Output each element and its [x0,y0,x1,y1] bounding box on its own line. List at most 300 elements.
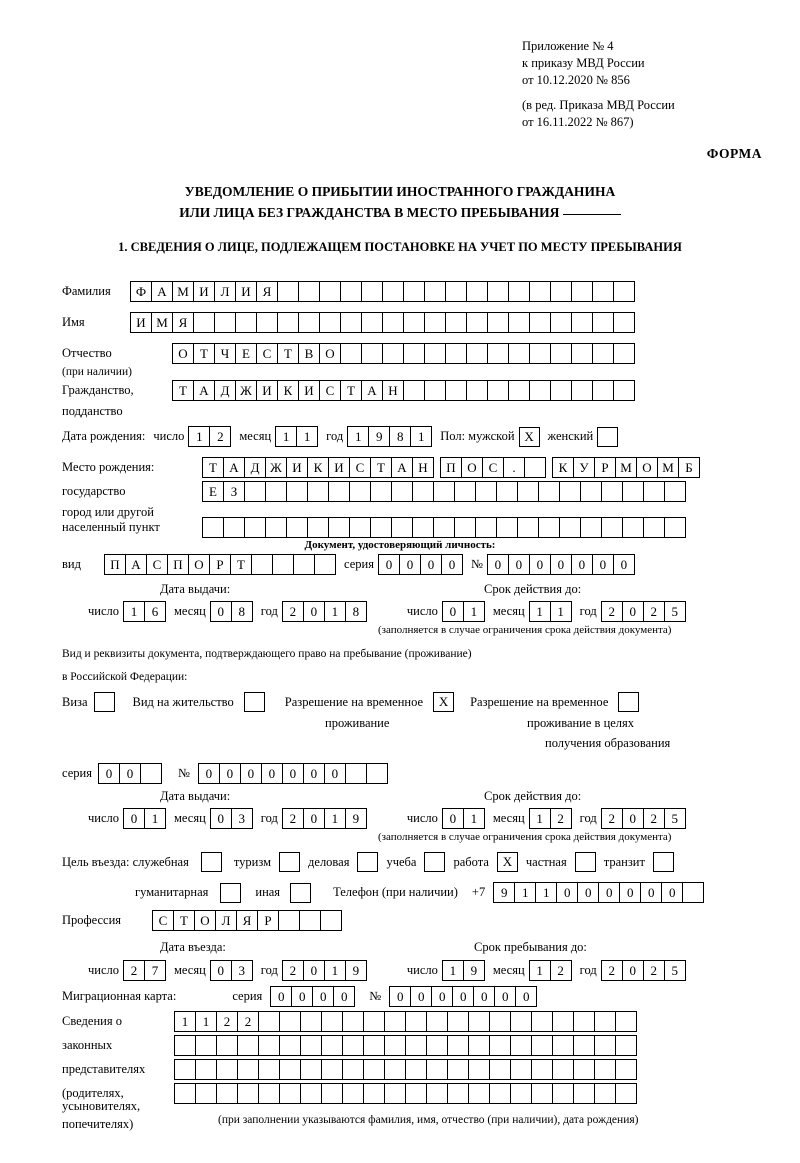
doc-kind-input[interactable] [104,554,336,575]
char-cell[interactable] [340,312,362,333]
patronymic-input[interactable] [172,343,635,364]
char-cell[interactable] [319,312,341,333]
char-cell[interactable] [510,1083,532,1104]
char-cell[interactable]: О [636,457,658,478]
doc-valid-month-input[interactable] [529,601,572,622]
char-cell[interactable] [682,882,704,903]
char-cell[interactable] [594,1083,616,1104]
char-cell[interactable] [529,312,551,333]
char-cell[interactable] [216,1035,238,1056]
char-cell[interactable] [592,281,614,302]
char-cell[interactable]: 1 [174,1011,196,1032]
char-cell[interactable]: 2 [601,808,623,829]
char-cell[interactable]: 0 [442,808,464,829]
stay-month-input[interactable] [529,960,572,981]
char-cell[interactable] [489,1035,511,1056]
char-cell[interactable] [412,481,434,502]
char-cell[interactable] [468,1083,490,1104]
char-cell[interactable]: 1 [514,882,536,903]
birthplace-city-input-b[interactable] [552,457,700,478]
purpose-service-checkbox[interactable] [201,852,222,872]
char-cell[interactable] [300,1011,322,1032]
char-cell[interactable]: 0 [303,763,325,784]
char-cell[interactable]: 0 [441,554,463,575]
char-cell[interactable] [174,1083,196,1104]
birth-year-input[interactable] [347,426,432,447]
char-cell[interactable]: 1 [324,601,346,622]
char-cell[interactable]: Б [678,457,700,478]
char-cell[interactable] [370,481,392,502]
char-cell[interactable] [489,1083,511,1104]
char-cell[interactable] [342,1011,364,1032]
char-cell[interactable]: 0 [410,986,432,1007]
char-cell[interactable] [573,1083,595,1104]
char-cell[interactable] [286,517,308,538]
char-cell[interactable]: 0 [613,554,635,575]
char-cell[interactable]: Ф [130,281,152,302]
char-cell[interactable] [487,312,509,333]
stay-year-input[interactable] [601,960,686,981]
char-cell[interactable]: 5 [664,960,686,981]
char-cell[interactable]: Н [412,457,434,478]
char-cell[interactable]: 0 [399,554,421,575]
char-cell[interactable] [384,1011,406,1032]
char-cell[interactable] [361,281,383,302]
char-cell[interactable]: 0 [261,763,283,784]
char-cell[interactable] [550,281,572,302]
char-cell[interactable] [258,1083,280,1104]
char-cell[interactable]: 0 [98,763,120,784]
char-cell[interactable] [487,343,509,364]
char-cell[interactable] [592,380,614,401]
char-cell[interactable] [552,1059,574,1080]
char-cell[interactable] [321,1059,343,1080]
char-cell[interactable] [445,281,467,302]
char-cell[interactable] [265,517,287,538]
char-cell[interactable]: 8 [231,601,253,622]
char-cell[interactable]: А [391,457,413,478]
char-cell[interactable] [571,380,593,401]
legal-rep-input-3[interactable] [174,1059,637,1080]
char-cell[interactable] [174,1035,196,1056]
char-cell[interactable]: 2 [282,808,304,829]
char-cell[interactable]: У [573,457,595,478]
char-cell[interactable]: 0 [420,554,442,575]
char-cell[interactable] [195,1059,217,1080]
char-cell[interactable] [531,1083,553,1104]
char-cell[interactable] [424,281,446,302]
char-cell[interactable] [328,517,350,538]
char-cell[interactable]: М [172,281,194,302]
char-cell[interactable] [405,1011,427,1032]
char-cell[interactable]: 0 [515,986,537,1007]
char-cell[interactable] [552,1083,574,1104]
char-cell[interactable]: С [349,457,371,478]
purpose-work-checkbox[interactable]: X [497,852,518,872]
char-cell[interactable] [307,481,329,502]
char-cell[interactable]: Л [214,281,236,302]
birth-month-input[interactable] [275,426,318,447]
char-cell[interactable]: 0 [270,986,292,1007]
char-cell[interactable] [277,312,299,333]
char-cell[interactable] [426,1083,448,1104]
char-cell[interactable]: П [167,554,189,575]
doc-issue-month-input[interactable] [210,601,253,622]
char-cell[interactable] [193,312,215,333]
char-cell[interactable]: 1 [188,426,210,447]
purpose-business-checkbox[interactable] [357,852,378,872]
char-cell[interactable]: 1 [347,426,369,447]
char-cell[interactable] [424,312,446,333]
char-cell[interactable] [258,1059,280,1080]
char-cell[interactable]: 0 [529,554,551,575]
char-cell[interactable] [529,343,551,364]
char-cell[interactable]: 8 [389,426,411,447]
char-cell[interactable] [594,1011,616,1032]
visa-checkbox[interactable] [94,692,115,712]
char-cell[interactable]: М [657,457,679,478]
char-cell[interactable] [223,517,245,538]
char-cell[interactable]: 1 [144,808,166,829]
char-cell[interactable] [468,1035,490,1056]
char-cell[interactable] [433,517,455,538]
char-cell[interactable]: И [328,457,350,478]
char-cell[interactable]: И [286,457,308,478]
char-cell[interactable] [573,1059,595,1080]
birthplace-city-row3-input[interactable] [202,517,686,538]
char-cell[interactable] [594,1059,616,1080]
char-cell[interactable]: Р [209,554,231,575]
permit-series-input[interactable] [98,763,162,784]
char-cell[interactable] [299,910,321,931]
char-cell[interactable]: О [172,343,194,364]
purpose-other-checkbox[interactable] [290,883,311,903]
purpose-study-checkbox[interactable] [424,852,445,872]
permit-number-input[interactable] [198,763,388,784]
char-cell[interactable]: 0 [303,808,325,829]
char-cell[interactable]: 2 [216,1011,238,1032]
char-cell[interactable] [538,517,560,538]
doc-valid-year-input[interactable] [601,601,686,622]
char-cell[interactable] [510,1035,532,1056]
char-cell[interactable] [328,481,350,502]
char-cell[interactable] [319,281,341,302]
char-cell[interactable] [363,1083,385,1104]
char-cell[interactable] [552,1035,574,1056]
char-cell[interactable]: К [307,457,329,478]
birthplace-city-row2-input[interactable] [202,481,686,502]
char-cell[interactable]: С [256,343,278,364]
char-cell[interactable] [216,1083,238,1104]
char-cell[interactable]: М [151,312,173,333]
char-cell[interactable] [279,1011,301,1032]
char-cell[interactable]: 0 [210,808,232,829]
char-cell[interactable]: 5 [664,808,686,829]
birthplace-state-input[interactable] [202,457,434,478]
char-cell[interactable] [538,481,560,502]
char-cell[interactable]: В [298,343,320,364]
char-cell[interactable]: С [319,380,341,401]
char-cell[interactable] [202,517,224,538]
char-cell[interactable] [664,517,686,538]
char-cell[interactable] [622,517,644,538]
char-cell[interactable]: 1 [529,960,551,981]
char-cell[interactable]: 0 [577,882,599,903]
char-cell[interactable] [314,554,336,575]
doc-number-input[interactable] [487,554,635,575]
mig-number-input[interactable] [389,986,537,1007]
profession-input[interactable] [152,910,342,931]
char-cell[interactable]: А [223,457,245,478]
char-cell[interactable]: 0 [508,554,530,575]
entry-year-input[interactable] [282,960,367,981]
entry-month-input[interactable] [210,960,253,981]
char-cell[interactable] [475,481,497,502]
char-cell[interactable] [529,281,551,302]
char-cell[interactable]: М [615,457,637,478]
char-cell[interactable] [445,312,467,333]
char-cell[interactable] [279,1059,301,1080]
char-cell[interactable]: 1 [410,426,432,447]
char-cell[interactable]: 9 [368,426,390,447]
char-cell[interactable]: 0 [240,763,262,784]
char-cell[interactable]: Ж [235,380,257,401]
char-cell[interactable]: 5 [664,601,686,622]
char-cell[interactable] [405,1059,427,1080]
char-cell[interactable] [487,281,509,302]
char-cell[interactable] [298,281,320,302]
char-cell[interactable]: С [146,554,168,575]
char-cell[interactable]: 0 [622,808,644,829]
char-cell[interactable]: Д [214,380,236,401]
char-cell[interactable]: 0 [619,882,641,903]
char-cell[interactable] [403,343,425,364]
char-cell[interactable] [580,517,602,538]
char-cell[interactable] [550,343,572,364]
purpose-private-checkbox[interactable] [575,852,596,872]
char-cell[interactable] [454,481,476,502]
char-cell[interactable] [342,1059,364,1080]
char-cell[interactable] [361,312,383,333]
char-cell[interactable] [300,1059,322,1080]
permit-valid-day-input[interactable] [442,808,485,829]
char-cell[interactable] [391,481,413,502]
char-cell[interactable]: 2 [550,808,572,829]
permit-issue-day-input[interactable] [123,808,166,829]
char-cell[interactable] [340,343,362,364]
char-cell[interactable]: 0 [473,986,495,1007]
char-cell[interactable]: Т [202,457,224,478]
purpose-humanitarian-checkbox[interactable] [220,883,241,903]
char-cell[interactable]: 9 [463,960,485,981]
char-cell[interactable] [426,1059,448,1080]
char-cell[interactable] [321,1011,343,1032]
char-cell[interactable] [363,1035,385,1056]
char-cell[interactable]: 0 [442,601,464,622]
char-cell[interactable]: 1 [324,960,346,981]
char-cell[interactable] [489,1059,511,1080]
char-cell[interactable] [571,281,593,302]
char-cell[interactable]: 1 [195,1011,217,1032]
char-cell[interactable] [424,343,446,364]
char-cell[interactable]: И [256,380,278,401]
char-cell[interactable] [622,481,644,502]
char-cell[interactable] [426,1011,448,1032]
birthplace-city-input-a[interactable] [440,457,546,478]
char-cell[interactable] [237,1035,259,1056]
char-cell[interactable]: 0 [324,763,346,784]
char-cell[interactable]: П [104,554,126,575]
char-cell[interactable]: 1 [296,426,318,447]
char-cell[interactable]: 1 [275,426,297,447]
char-cell[interactable] [466,380,488,401]
char-cell[interactable] [174,1059,196,1080]
char-cell[interactable] [489,1011,511,1032]
char-cell[interactable]: И [193,281,215,302]
char-cell[interactable]: Т [230,554,252,575]
char-cell[interactable] [433,481,455,502]
char-cell[interactable] [615,1011,637,1032]
char-cell[interactable] [195,1083,217,1104]
char-cell[interactable] [447,1035,469,1056]
char-cell[interactable]: Ч [214,343,236,364]
char-cell[interactable] [412,517,434,538]
char-cell[interactable] [508,281,530,302]
char-cell[interactable] [552,1011,574,1032]
char-cell[interactable]: 7 [144,960,166,981]
char-cell[interactable] [445,343,467,364]
char-cell[interactable] [487,380,509,401]
char-cell[interactable]: Т [193,343,215,364]
doc-issue-year-input[interactable] [282,601,367,622]
char-cell[interactable] [529,380,551,401]
char-cell[interactable] [307,517,329,538]
char-cell[interactable] [592,312,614,333]
legal-rep-input-1[interactable] [174,1011,637,1032]
char-cell[interactable]: 0 [303,601,325,622]
char-cell[interactable] [571,312,593,333]
sex-male-checkbox[interactable]: X [519,427,540,447]
char-cell[interactable] [601,481,623,502]
char-cell[interactable] [321,1035,343,1056]
char-cell[interactable] [508,343,530,364]
char-cell[interactable] [384,1035,406,1056]
char-cell[interactable]: Я [172,312,194,333]
char-cell[interactable]: 0 [378,554,400,575]
char-cell[interactable] [195,1035,217,1056]
char-cell[interactable]: О [194,910,216,931]
doc-valid-day-input[interactable] [442,601,485,622]
char-cell[interactable]: Л [215,910,237,931]
char-cell[interactable] [382,281,404,302]
char-cell[interactable]: 1 [529,601,551,622]
char-cell[interactable]: 0 [389,986,411,1007]
char-cell[interactable]: 0 [210,960,232,981]
char-cell[interactable] [300,1083,322,1104]
char-cell[interactable]: 1 [463,601,485,622]
char-cell[interactable] [571,343,593,364]
char-cell[interactable] [613,312,635,333]
permit-issue-month-input[interactable] [210,808,253,829]
char-cell[interactable]: И [130,312,152,333]
char-cell[interactable] [510,1011,532,1032]
char-cell[interactable]: Т [370,457,392,478]
char-cell[interactable] [594,1035,616,1056]
char-cell[interactable]: 0 [550,554,572,575]
char-cell[interactable]: Е [235,343,257,364]
char-cell[interactable] [426,1035,448,1056]
char-cell[interactable] [300,1035,322,1056]
char-cell[interactable] [613,281,635,302]
surname-input[interactable] [130,281,635,302]
char-cell[interactable] [559,517,581,538]
char-cell[interactable]: 0 [487,554,509,575]
char-cell[interactable] [345,763,367,784]
phone-input[interactable] [493,882,704,903]
char-cell[interactable]: 3 [231,960,253,981]
char-cell[interactable] [573,1035,595,1056]
char-cell[interactable]: 0 [452,986,474,1007]
char-cell[interactable] [340,281,362,302]
purpose-transit-checkbox[interactable] [653,852,674,872]
legal-rep-input-4[interactable] [174,1083,637,1104]
char-cell[interactable] [258,1035,280,1056]
char-cell[interactable]: И [235,281,257,302]
char-cell[interactable]: 0 [592,554,614,575]
char-cell[interactable] [615,1083,637,1104]
char-cell[interactable]: Д [244,457,266,478]
char-cell[interactable]: 0 [431,986,453,1007]
char-cell[interactable] [258,1011,280,1032]
char-cell[interactable]: 9 [345,808,367,829]
char-cell[interactable] [265,481,287,502]
char-cell[interactable]: 0 [291,986,313,1007]
char-cell[interactable] [447,1083,469,1104]
char-cell[interactable] [615,1059,637,1080]
char-cell[interactable]: 6 [144,601,166,622]
char-cell[interactable] [342,1035,364,1056]
char-cell[interactable] [508,312,530,333]
doc-series-input[interactable] [378,554,463,575]
char-cell[interactable]: К [277,380,299,401]
char-cell[interactable]: 2 [643,601,665,622]
char-cell[interactable]: 0 [640,882,662,903]
char-cell[interactable] [321,1083,343,1104]
char-cell[interactable]: 2 [643,808,665,829]
char-cell[interactable] [550,312,572,333]
char-cell[interactable] [601,517,623,538]
char-cell[interactable]: 0 [571,554,593,575]
char-cell[interactable] [214,312,236,333]
char-cell[interactable] [244,481,266,502]
char-cell[interactable]: Н [382,380,404,401]
permit-valid-month-input[interactable] [529,808,572,829]
edu-residence-checkbox[interactable] [618,692,639,712]
char-cell[interactable]: 8 [345,601,367,622]
char-cell[interactable] [384,1059,406,1080]
char-cell[interactable]: 2 [209,426,231,447]
char-cell[interactable] [531,1059,553,1080]
char-cell[interactable] [424,380,446,401]
char-cell[interactable] [349,481,371,502]
char-cell[interactable] [279,1083,301,1104]
char-cell[interactable]: Т [173,910,195,931]
char-cell[interactable]: О [319,343,341,364]
char-cell[interactable] [279,1035,301,1056]
char-cell[interactable] [466,312,488,333]
char-cell[interactable]: Я [236,910,258,931]
stay-day-input[interactable] [442,960,485,981]
